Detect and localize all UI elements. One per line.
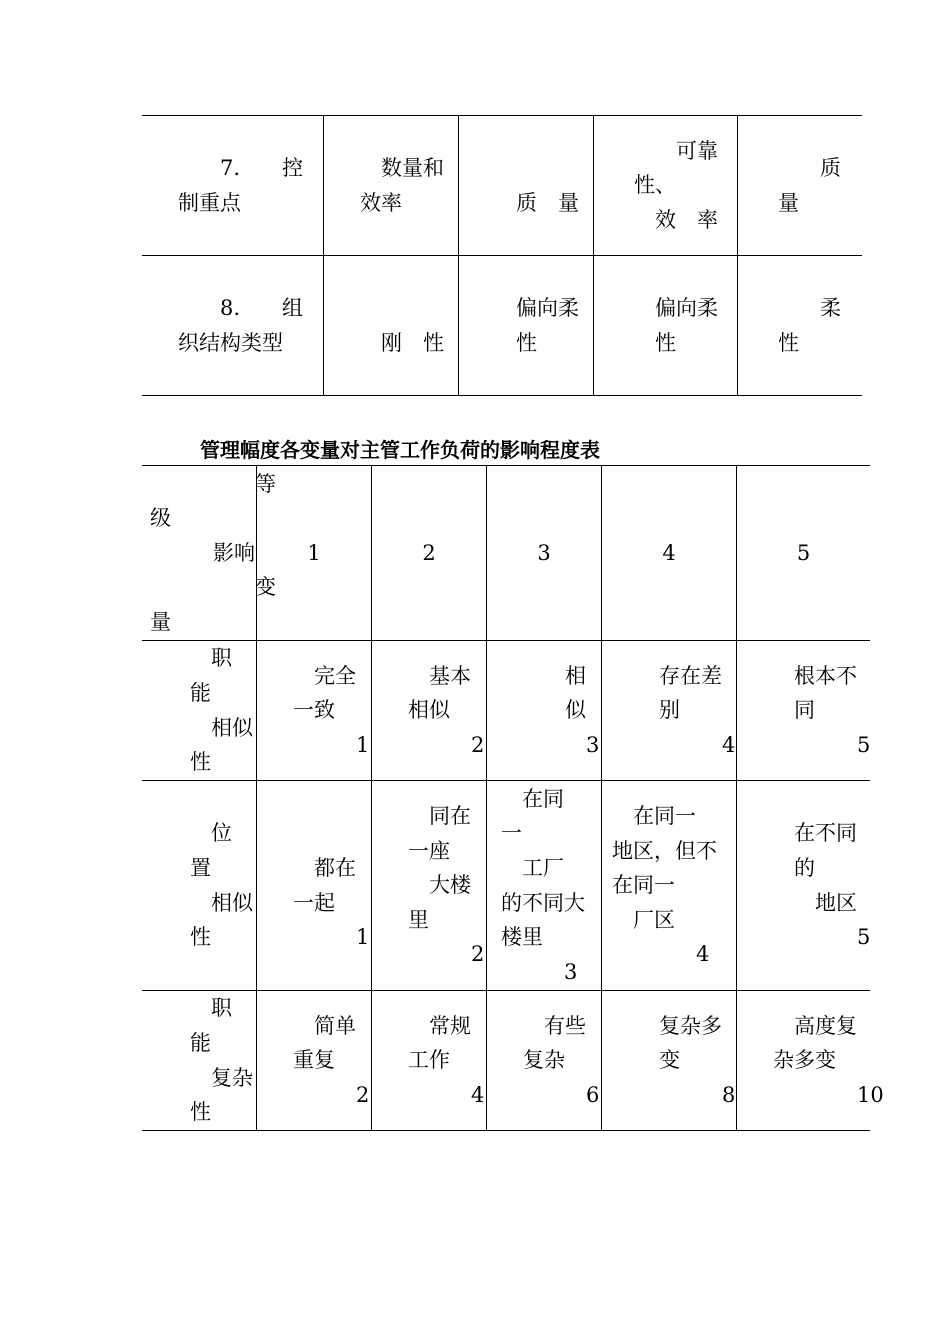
cell-text: 质 量 xyxy=(515,190,579,215)
table-cell xyxy=(257,641,372,781)
table-cell xyxy=(738,116,863,256)
cell-text: 职 能 相似 性 xyxy=(189,646,253,775)
table-cell xyxy=(142,116,324,256)
cell-text: 相 似 3 xyxy=(564,663,600,757)
cell-text: 位 置 相似 性 xyxy=(189,821,253,950)
table-row xyxy=(142,641,870,781)
table-cell xyxy=(602,781,737,991)
header-cell xyxy=(737,466,871,641)
table-cell xyxy=(594,116,738,256)
table-row xyxy=(142,991,870,1131)
cell-text: 2 xyxy=(422,540,436,565)
cell-text: 1 xyxy=(307,540,321,565)
table-cell xyxy=(602,641,737,781)
table-cell xyxy=(372,641,487,781)
table-cell xyxy=(142,991,257,1131)
table-cell xyxy=(738,256,863,396)
cell-text: 质 量 xyxy=(778,155,841,215)
cell-text: 4 xyxy=(662,540,676,565)
table-cell xyxy=(372,781,487,991)
cell-text: 高度复 杂多变 10 xyxy=(773,1013,884,1107)
cell-text: 完全 一致 1 xyxy=(293,663,370,757)
cell-text: 8. 组 织结构类型 xyxy=(178,295,304,355)
table-cell xyxy=(487,641,602,781)
cell-text: 都在 一起 1 xyxy=(293,855,370,950)
header-cell xyxy=(142,466,276,641)
header-cell xyxy=(602,466,737,641)
cell-text: 在同 一 工厂 的不同大 楼里 3 xyxy=(501,786,585,984)
span-of-control-table xyxy=(142,465,884,1131)
table-cell xyxy=(257,991,372,1131)
header-cell xyxy=(487,466,602,641)
table-cell xyxy=(324,256,459,396)
table-cell xyxy=(487,781,602,991)
cell-text: 3 xyxy=(537,540,551,565)
table-cell xyxy=(737,991,884,1131)
cell-text: 等 级 影响 变 量 xyxy=(150,471,276,634)
table-cell xyxy=(459,116,594,256)
cell-text: 在同一 地区，但不 在同一 厂区 4 xyxy=(612,804,717,967)
table-header-row xyxy=(142,466,870,641)
cell-text: 数量和 效率 xyxy=(360,155,444,215)
table-cell xyxy=(324,116,459,256)
cell-text: 有些 复杂 6 xyxy=(523,1013,600,1107)
cell-text: 复杂多 变 8 xyxy=(658,1013,736,1107)
cell-text: 5 xyxy=(796,540,811,565)
cell-text: 根本不 同 5 xyxy=(793,663,871,757)
table-cell xyxy=(594,256,738,396)
cell-text: 常规 工作 4 xyxy=(408,1013,485,1107)
table-cell xyxy=(142,641,257,781)
cell-text: 偏向柔 性 xyxy=(515,295,579,355)
table-row xyxy=(142,256,862,396)
table-cell xyxy=(142,781,257,991)
cell-text: 偏向柔 性 xyxy=(654,295,718,355)
cell-text: 可靠 性、 效 率 xyxy=(634,138,718,232)
table-cell xyxy=(737,781,871,991)
table-cell xyxy=(142,256,324,396)
cell-text: 简单 重复 2 xyxy=(293,1013,370,1107)
cell-text: 在不同 的 地区 5 xyxy=(793,821,871,950)
control-table xyxy=(142,115,862,396)
cell-text: 7. 控 制重点 xyxy=(178,155,304,215)
table-row xyxy=(142,116,862,256)
table-cell xyxy=(602,991,737,1131)
table-row xyxy=(142,781,870,991)
table-cell xyxy=(372,991,487,1131)
cell-text: 存在差 别 4 xyxy=(658,663,736,757)
header-cell xyxy=(372,466,487,641)
table-cell xyxy=(487,991,602,1131)
cell-text: 刚 性 xyxy=(380,330,444,355)
cell-text: 基本 相似 2 xyxy=(408,663,485,757)
cell-text: 柔 性 xyxy=(778,295,841,355)
table-cell xyxy=(459,256,594,396)
table-cell xyxy=(737,641,871,781)
cell-text: 职 能 复杂 性 xyxy=(189,996,253,1125)
table-cell xyxy=(257,781,372,991)
table-title: 管理幅度各变量对主管工作负荷的影响程度表 xyxy=(200,438,600,462)
cell-text: 同在 一座 大楼 里 2 xyxy=(408,804,485,967)
